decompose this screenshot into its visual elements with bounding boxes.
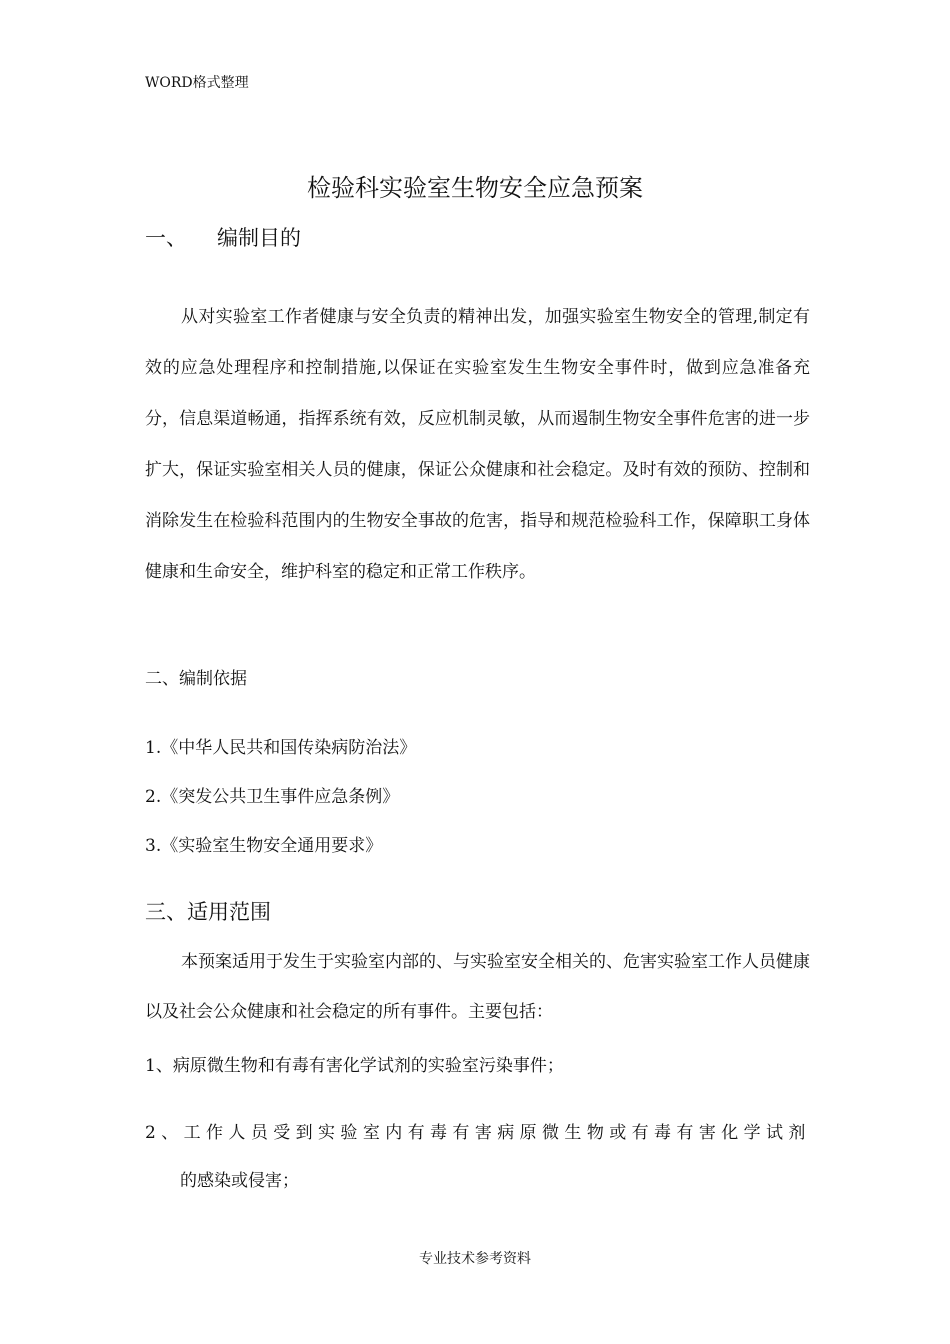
section-1-heading [145,222,301,252]
scope-item-continuation: 的感染或侵害； [180,1171,299,1191]
reference-item: 3.《实验室生物安全通用要求》 [145,836,383,856]
section-1-number: 一、 [145,226,187,250]
page-footer: 专业技术参考资料 [419,1251,531,1267]
scope-item: 1、病原微生物和有毒有害化学试剂的实验室污染事件； [145,1056,564,1076]
reference-item: 2.《突发公共卫生事件应急条例》 [145,787,400,807]
section-3-paragraph: 本预案适用于发生于实验室内部的、与实验室安全相关的、危害实验室工作人员健康以及社会公众健康和社会稳定的所有事件。主要包括： [145,952,810,1022]
scope-item: 2、工作人员受到实验室内有毒有害病原微生物或有毒有害化学试剂 [145,1123,811,1143]
reference-item: 1.《中华人民共和国传染病防治法》 [145,738,417,758]
section-1-title: 编制目的 [217,226,301,250]
section-2-heading: 二、编制依据 [145,669,247,689]
document-title: 检验科实验室生物安全应急预案 [307,174,643,202]
section-3-heading: 三、适用范围 [145,900,271,924]
section-1-paragraph: 从对实验室工作者健康与安全负责的精神出发，加强实验室生物安全的管理,制定有效的应急处理程序和控制措施,以保证在实验室发生生物安全事件时，做到应急准备充分，信息渠道畅通，指挥系统有效，反应机制灵敏，从而遏制生物安全事件危害的进一步扩大，保证实验室相关人员的健康，保证公众健康和社会稳定。及时有效的预防、控制和消除发生在检验科范围内的生物安全事故的危害，指导和规范检验科工作，保障职工身体健康和生命安全，维护科室的稳定和正常工作秩序。 [145,307,810,582]
page-header: WORD格式整理 [145,75,249,91]
